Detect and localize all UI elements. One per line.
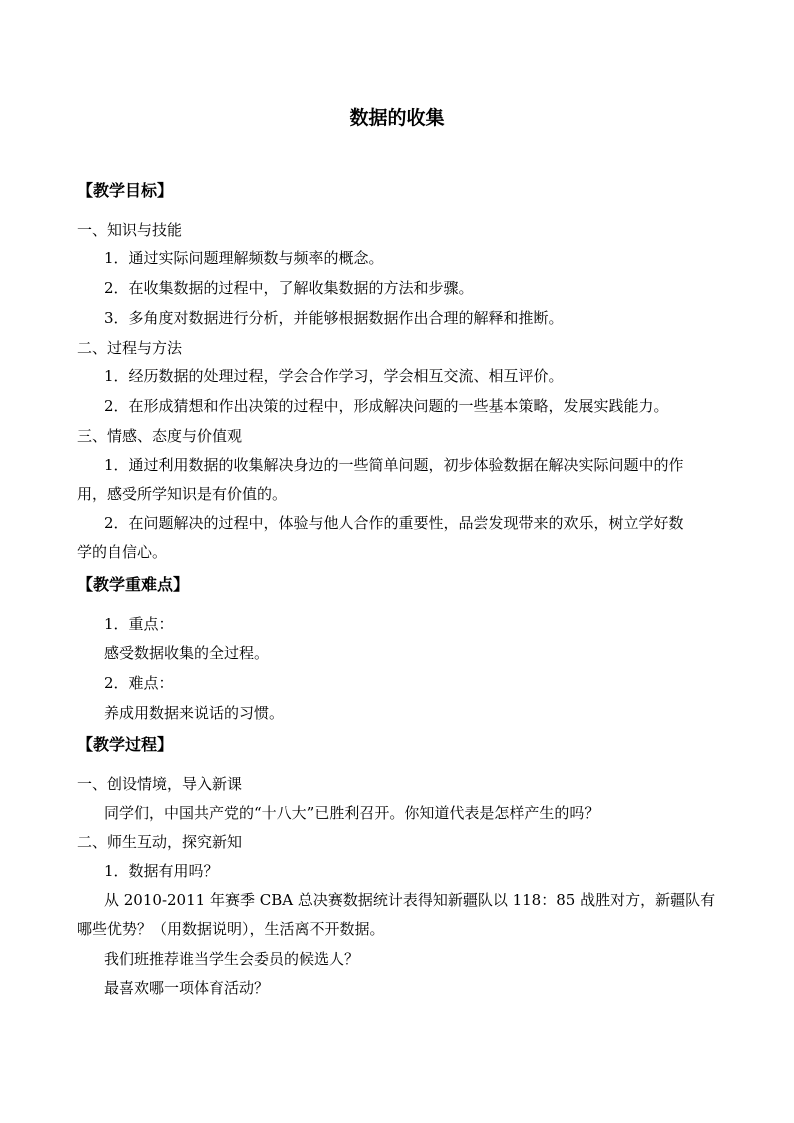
objectives-part3-item-2-line-2: 学的自信心。: [77, 543, 168, 561]
process-step-2-question-1: 我们班推荐谁当学生会委员的候选人？: [104, 950, 360, 968]
key-points-difficulty-text: 养成用数据来说话的习惯。: [104, 704, 285, 722]
process-step-2-sub-1: 1．数据有用吗？: [104, 862, 219, 880]
process-step-2-paragraph-line-2: 哪些优势？（用数据说明），生活离不开数据。: [77, 920, 385, 938]
process-step-2-paragraph-line-1: 从 2010-2011 年赛季 CBA 总决赛数据统计表得知新疆队以 118：85 战胜对方，新疆队有: [104, 891, 716, 909]
objectives-part3-item-1-line-2: 用，感受所学知识是有价值的。: [77, 485, 288, 503]
key-points-difficulty-label: 2．难点：: [104, 674, 174, 692]
objectives-part3-item-2-line-1: 2．在问题解决的过程中，体验与他人合作的重要性，品尝发现带来的欢乐，树立学好数: [104, 514, 684, 532]
objectives-part2-item-1: 1．经历数据的处理过程，学会合作学习，学会相互交流、相互评价。: [104, 367, 564, 385]
key-points-focus-text: 感受数据收集的全过程。: [104, 644, 270, 662]
objectives-part1-item-1: 1．通过实际问题理解频数与频率的概念。: [104, 249, 384, 267]
objectives-part2-label: 二、过程与方法: [77, 339, 183, 357]
section-heading-process: 【教学过程】: [77, 735, 174, 754]
document-title: 数据的收集: [349, 107, 445, 129]
objectives-part3-label: 三、情感、态度与价值观: [77, 427, 243, 445]
process-step-1-text: 同学们，中国共产党的“十八大”已胜利召开。你知道代表是怎样产生的吗？: [104, 804, 600, 822]
objectives-part3-item-1-line-1: 1．通过利用数据的收集解决身边的一些简单问题，初步体验数据在解决实际问题中的作: [104, 456, 684, 474]
process-step-2-question-2: 最喜欢哪一项体育活动？: [104, 979, 270, 997]
key-points-focus-label: 1．重点：: [104, 615, 174, 633]
objectives-part2-item-2: 2．在形成猜想和作出决策的过程中，形成解决问题的一些基本策略，发展实践能力。: [104, 397, 669, 415]
section-heading-objectives: 【教学目标】: [77, 181, 174, 200]
objectives-part1-item-2: 2．在收集数据的过程中，了解收集数据的方法和步骤。: [104, 279, 474, 297]
process-step-1-label: 一、创设情境，导入新课: [77, 775, 243, 793]
process-step-2-label: 二、师生互动，探究新知: [77, 833, 243, 851]
objectives-part1-item-3: 3．多角度对数据进行分析，并能够根据数据作出合理的解释和推断。: [104, 309, 564, 327]
section-heading-key-points: 【教学重难点】: [77, 575, 190, 594]
objectives-part1-label: 一、知识与技能: [77, 221, 183, 239]
